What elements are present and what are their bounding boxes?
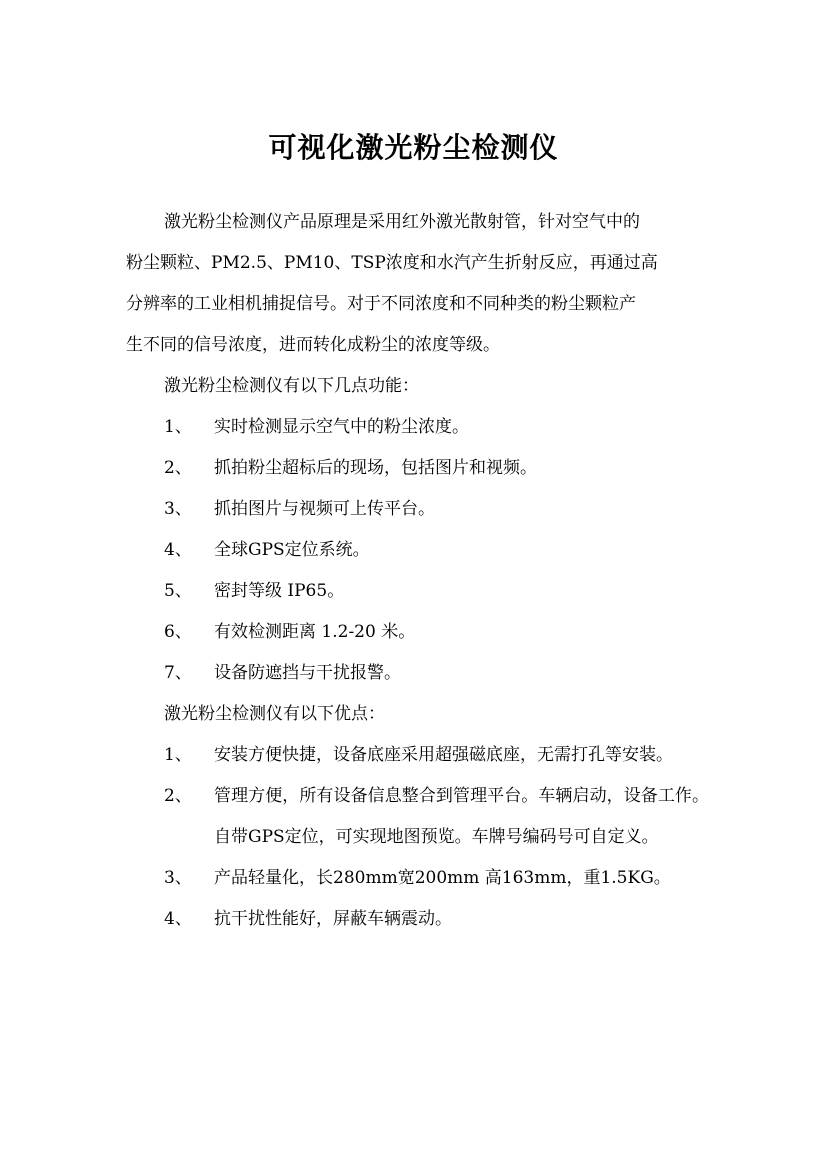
list-number: 5、: [164, 581, 192, 601]
intro-line: 分辨率的工业相机捕捉信号。对于不同浓度和不同种类的粉尘颗粒产: [126, 294, 636, 314]
advantages-heading: 激光粉尘检测仪有以下优点：: [164, 704, 385, 724]
functions-heading: 激光粉尘检测仪有以下几点功能：: [164, 376, 419, 396]
list-text: 有效检测距离 1.2-20 米。: [214, 622, 416, 642]
list-item: [164, 612, 709, 653]
document-body: [126, 202, 709, 940]
list-text: 抗干扰性能好，屏蔽车辆震动。: [214, 909, 452, 929]
list-item: [164, 489, 709, 530]
list-number: 7、: [164, 663, 192, 683]
list-text: 实时检测显示空气中的粉尘浓度。: [214, 417, 469, 437]
list-item: [164, 571, 709, 612]
functions-list: [164, 407, 709, 694]
list-number: 3、: [164, 868, 192, 888]
list-item: [164, 407, 709, 448]
document-title: 可视化激光粉尘检测仪: [268, 131, 559, 164]
list-number: 4、: [164, 540, 192, 560]
list-text: 设备防遮挡与干扰报警。: [214, 663, 401, 683]
intro-paragraph: [126, 202, 709, 366]
list-number: 2、: [164, 786, 192, 806]
list-item: [164, 776, 709, 858]
list-number: 4、: [164, 909, 192, 929]
list-text: 密封等级 IP65。: [214, 581, 345, 601]
list-number: 1、: [164, 417, 192, 437]
intro-line: 生不同的信号浓度，进而转化成粉尘的浓度等级。: [126, 335, 500, 355]
advantages-list: [164, 735, 709, 940]
list-text: 抓拍粉尘超标后的现场，包括图片和视频。: [214, 458, 537, 478]
list-number: 6、: [164, 622, 192, 642]
list-item: [164, 530, 709, 571]
list-text: 全球GPS定位系统。: [214, 540, 370, 560]
list-number: 2、: [164, 458, 192, 478]
list-item: [164, 735, 709, 776]
list-text: 产品轻量化，长280mm宽200mm 高163mm，重1.5KG。: [214, 868, 671, 888]
list-item: [164, 858, 709, 899]
list-item: [164, 448, 709, 489]
list-text: 管理方便，所有设备信息整合到管理平台。车辆启动，设备工作。自带GPS定位，可实现地图预览。车牌号编码号可自定义。: [214, 786, 709, 847]
list-item: [164, 653, 709, 694]
list-number: 3、: [164, 499, 192, 519]
intro-line: 粉尘颗粒、PM2.5、PM10、TSP浓度和水汽产生折射反应，再通过高: [126, 253, 658, 273]
list-text: 安装方便快捷，设备底座采用超强磁底座，无需打孔等安装。: [214, 745, 673, 765]
list-item: [164, 899, 709, 940]
list-number: 1、: [164, 745, 192, 765]
intro-line: 激光粉尘检测仪产品原理是采用红外激光散射管，针对空气中的: [164, 212, 640, 232]
list-text: 抓拍图片与视频可上传平台。: [214, 499, 435, 519]
